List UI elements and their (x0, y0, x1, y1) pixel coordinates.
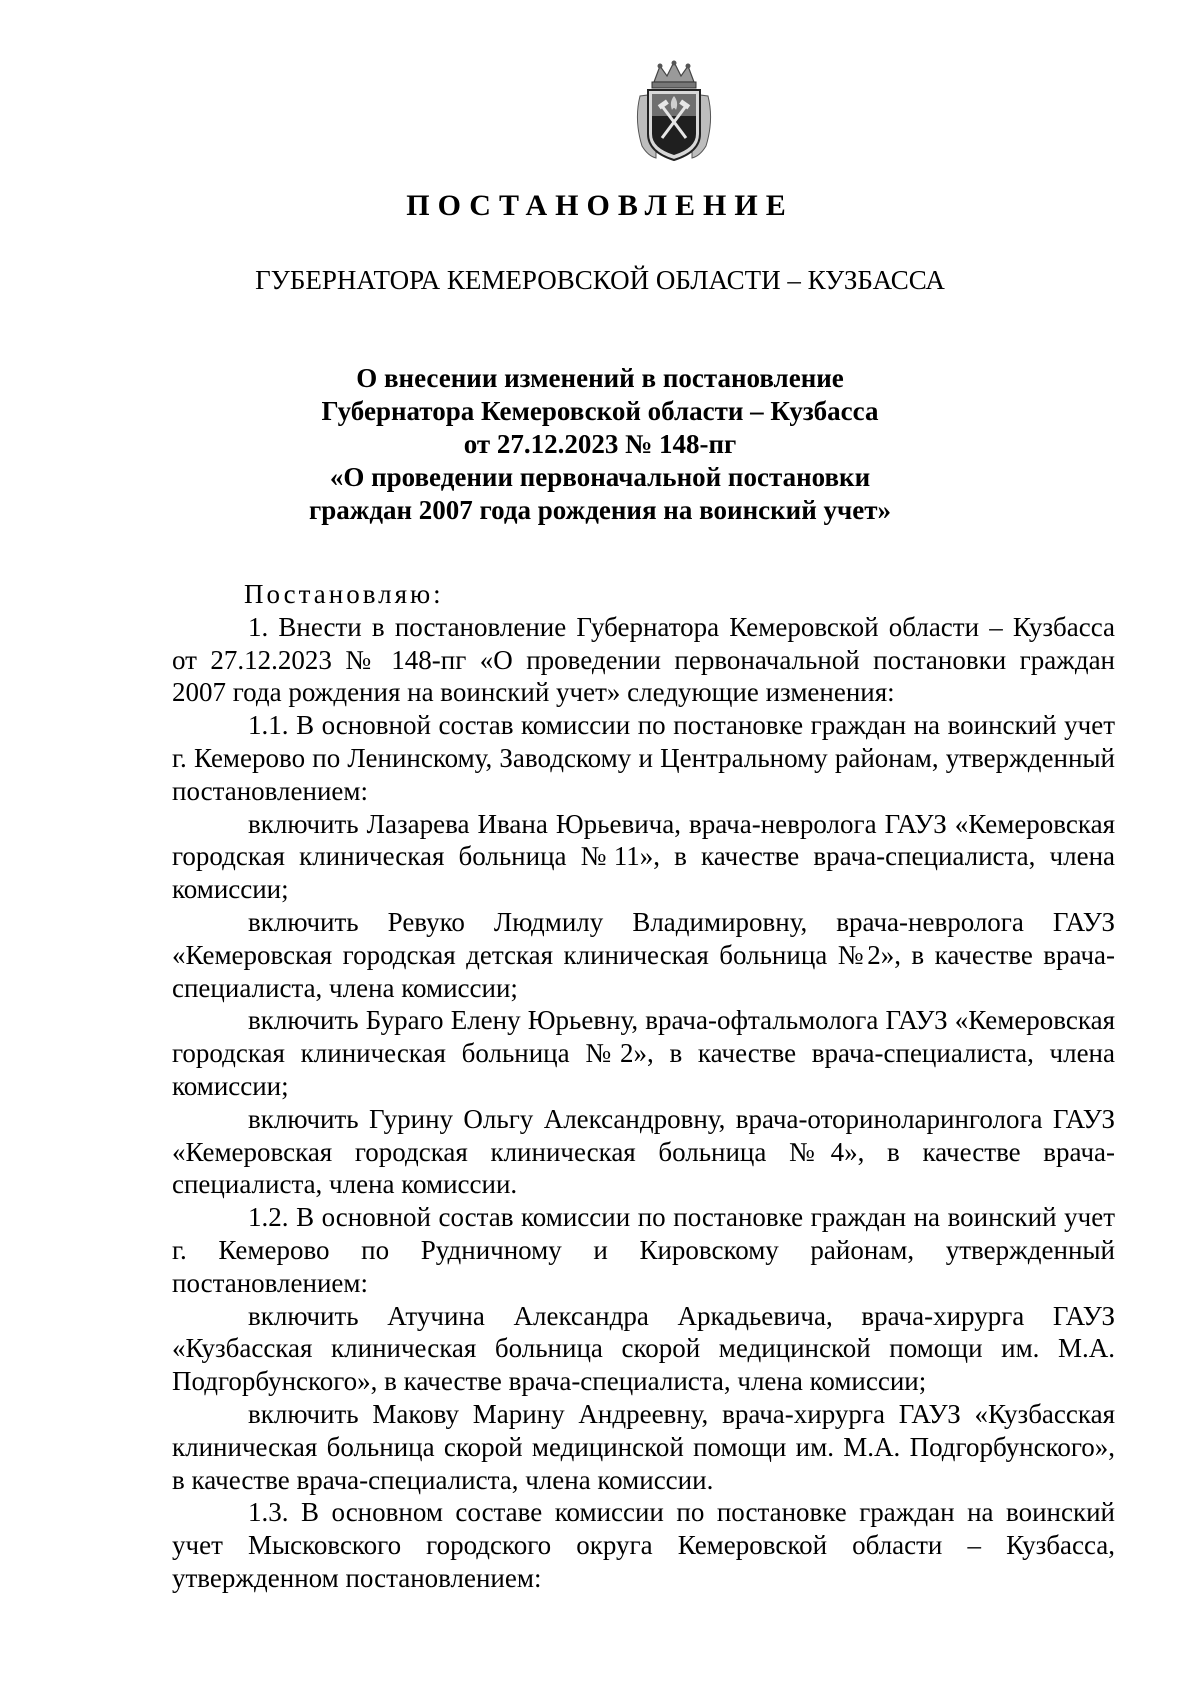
paragraph-1-1: 1.1. В основной состав комиссии по постановке граждан на воинский учет г. Кемерово по Ленинскому, Заводскому и Центральному районам, утвержденный постановлением: (172, 710, 1115, 806)
paragraph-include-makova: включить Макову Марину Андреевну, врача-хирурга ГАУЗ «Кузбасская клиническая больница скорой медицинской помощи им. М.А. Подгорбунского», в качестве врача-специалиста, члена комиссии. (172, 1398, 1115, 1495)
decree-word: Постановляю: (244, 579, 444, 609)
paragraph-include-gurina: включить Гурину Ольгу Александровну, врача-оториноларинголога ГАУЗ «Кемеровская городская клиническая больница №4», в качестве врача-специалиста, члена комиссии. (172, 1103, 1115, 1200)
paragraph-1: 1. Внести в постановление Губернатора Кемеровской области – Кузбасса от 27.12.2023 № 148-пг «О проведении первоначальной постановки граждан 2007 года рождения на воинский учет» следующие изменения: (172, 611, 1115, 708)
title-line: «О проведении первоначальной постановки (329, 462, 871, 492)
paragraph-include-revuko: включить Ревуко Людмилу Владимировну, врача-невролога ГАУЗ «Кемеровская городская детская клиническая больница №2», в качестве врача-специалиста, члена комиссии; (172, 906, 1115, 1003)
title-line: О внесении изменений в постановление (356, 363, 844, 393)
document-body (172, 578, 1115, 1595)
document-type-heading: ПОСТАНОВЛЕНИЕ (406, 189, 794, 222)
coat-of-arms-icon (632, 60, 716, 162)
document-title (160, 362, 1040, 527)
issuer-heading: ГУБЕРНАТОРА КЕМЕРОВСКОЙ ОБЛАСТИ – КУЗБАССА (255, 265, 945, 295)
paragraph-include-lazarev: включить Лазарева Ивана Юрьевича, врача-невролога ГАУЗ «Кемеровская городская клиническая больница №11», в качестве врача-специалиста, члена комиссии; (172, 808, 1115, 905)
paragraph-1-2: 1.2. В основной состав комиссии по постановке граждан на воинский учет г. Кемерово по Рудничному и Кировскому районам, утвержденный постановлением: (172, 1202, 1115, 1298)
paragraph-include-atuchin: включить Атучина Александра Аркадьевича, врача-хирурга ГАУЗ «Кузбасская клиническая больница скорой медицинской помощи им. М.А. Подгорбунского», в качестве врача-специалиста, члена комиссии; (172, 1300, 1115, 1397)
title-line: от 27.12.2023 № 148-пг (463, 429, 737, 459)
paragraph-include-burago: включить Бураго Елену Юрьевну, врача-офтальмолога ГАУЗ «Кемеровская городская клиническая больница №2», в качестве врача-специалиста, члена комиссии; (172, 1005, 1115, 1101)
title-line: Губернатора Кемеровской области – Кузбасса (321, 396, 879, 426)
title-line: граждан 2007 года рождения на воинский учет» (308, 495, 892, 525)
paragraph-1-3: 1.3. В основном составе комиссии по постановке граждан на воинский учет Мысковского городского округа Кемеровской области – Кузбасса, утвержденном постановлением: (172, 1497, 1115, 1593)
